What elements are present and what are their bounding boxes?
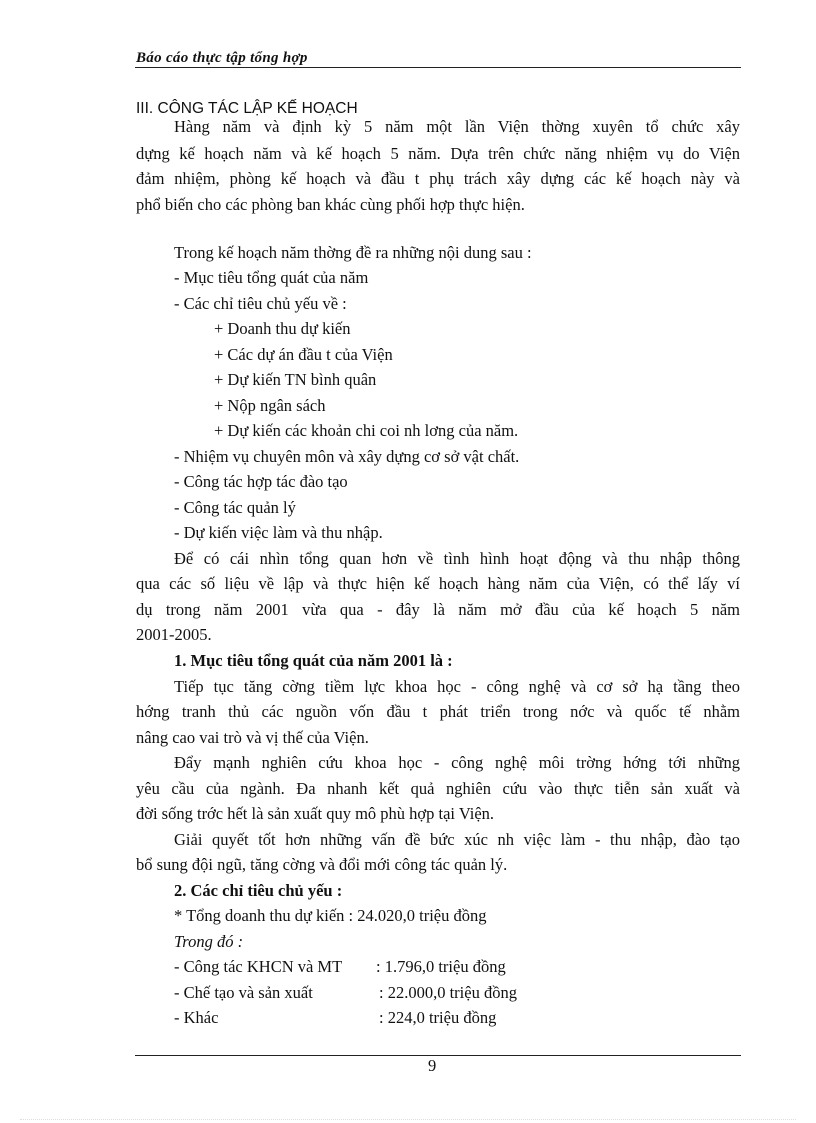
paragraph-line: 2001-2005. — [136, 625, 212, 644]
sub-list-item: + Các dự án đầu t của Viện — [214, 345, 393, 364]
sub-list-item: + Nộp ngân sách — [214, 396, 326, 415]
breakdown-label: - Công tác KHCN và MT — [174, 957, 343, 976]
list-item: - Mục tiêu tổng quát của năm — [174, 268, 369, 287]
paragraph-line: đời sống trớc hết là sản xuất quy mô phù hợp tại Viện. — [136, 804, 495, 823]
paragraph-line: hớng tranh thủ các nguồn vốn đầu t phát triển trong nớc và quốc tế nhằm — [136, 702, 740, 721]
section-heading: III. CÔNG TÁC LẬP KẾ HOẠCH — [136, 100, 358, 117]
sub-list-item: + Doanh thu dự kiến — [214, 319, 351, 338]
paragraph-line: Hàng năm và định kỳ 5 năm một lần Viện thờng xuyên tổ chức xây — [174, 117, 740, 136]
total-revenue-line: * Tổng doanh thu dự kiến : 24.020,0 triệu đồng — [174, 906, 487, 925]
paragraph-line: Để có cái nhìn tổng quan hơn về tình hình hoạt động và thu nhập thông — [174, 549, 740, 568]
paragraph-line: Tiếp tục tăng cờng tiềm lực khoa học - công nghệ và cơ sở hạ tầng theo — [174, 677, 740, 696]
sub-list-item: + Dự kiến các khoản chi coi nh lơng của năm. — [214, 421, 519, 440]
header-rule — [135, 67, 741, 68]
list-item: - Công tác quản lý — [174, 498, 296, 517]
header-title: Báo cáo thực tập tổng hợp — [136, 50, 308, 66]
paragraph-line: yêu cầu của ngành. Đa nhanh kết quả nghiên cứu vào thực tiễn sản xuất và — [136, 779, 740, 798]
paragraph-line: dựng kế hoạch năm và kế hoạch 5 năm. Dựa trên chức năng nhiệm vụ do Viện — [136, 144, 740, 163]
paragraph-line: nâng cao vai trò và vị thế của Viện. — [136, 728, 369, 747]
page-number: 9 — [428, 1056, 437, 1075]
paragraph-line: phổ biến cho các phòng ban khác cùng phối hợp thực hiện. — [136, 195, 525, 214]
paragraph-line: bổ sung đội ngũ, tăng cờng và đổi mới công tác quản lý. — [136, 855, 508, 874]
list-item: - Công tác hợp tác đào tạo — [174, 472, 348, 491]
breakdown-value: : 224,0 triệu đồng — [379, 1008, 497, 1027]
breakdown-label: - Khác — [174, 1008, 219, 1027]
page-bottom-border — [20, 1119, 796, 1120]
subsection-heading: 2. Các chỉ tiêu chủ yếu : — [174, 881, 343, 900]
breakdown-value: : 1.796,0 triệu đồng — [376, 957, 506, 976]
list-item: - Các chỉ tiêu chủ yếu về : — [174, 294, 347, 313]
paragraph-line: qua các số liệu về lập và thực hiện kế hoạch hàng năm của Viện, có thể lấy ví — [136, 574, 740, 593]
footer-rule — [135, 1055, 741, 1056]
sub-list-item: + Dự kiến TN bình quân — [214, 370, 377, 389]
list-item: - Nhiệm vụ chuyên môn và xây dựng cơ sở vật chất. — [174, 447, 520, 466]
paragraph-line: đảm nhiệm, phòng kế hoạch và đầu t phụ trách xây dựng các kế hoạch này và — [136, 169, 740, 188]
breakdown-value: : 22.000,0 triệu đồng — [379, 983, 517, 1002]
subsection-heading: 1. Mục tiêu tổng quát của năm 2001 là : — [174, 651, 453, 670]
breakdown-caption: Trong đó : — [174, 932, 244, 951]
paragraph-line: dụ trong năm 2001 vừa qua - đây là năm mở đầu của kế hoạch 5 năm — [136, 600, 740, 619]
list-item: - Dự kiến việc làm và thu nhập. — [174, 523, 383, 542]
breakdown-label: - Chế tạo và sản xuất — [174, 983, 313, 1002]
paragraph-line: Đẩy mạnh nghiên cứu khoa học - công nghệ môi trờng hớng tới những — [174, 753, 740, 772]
paragraph-line: Trong kế hoạch năm thờng đề ra những nội dung sau : — [174, 243, 532, 262]
paragraph-line: Giải quyết tốt hơn những vấn đề bức xúc nh việc làm - thu nhập, đào tạo — [174, 830, 740, 849]
